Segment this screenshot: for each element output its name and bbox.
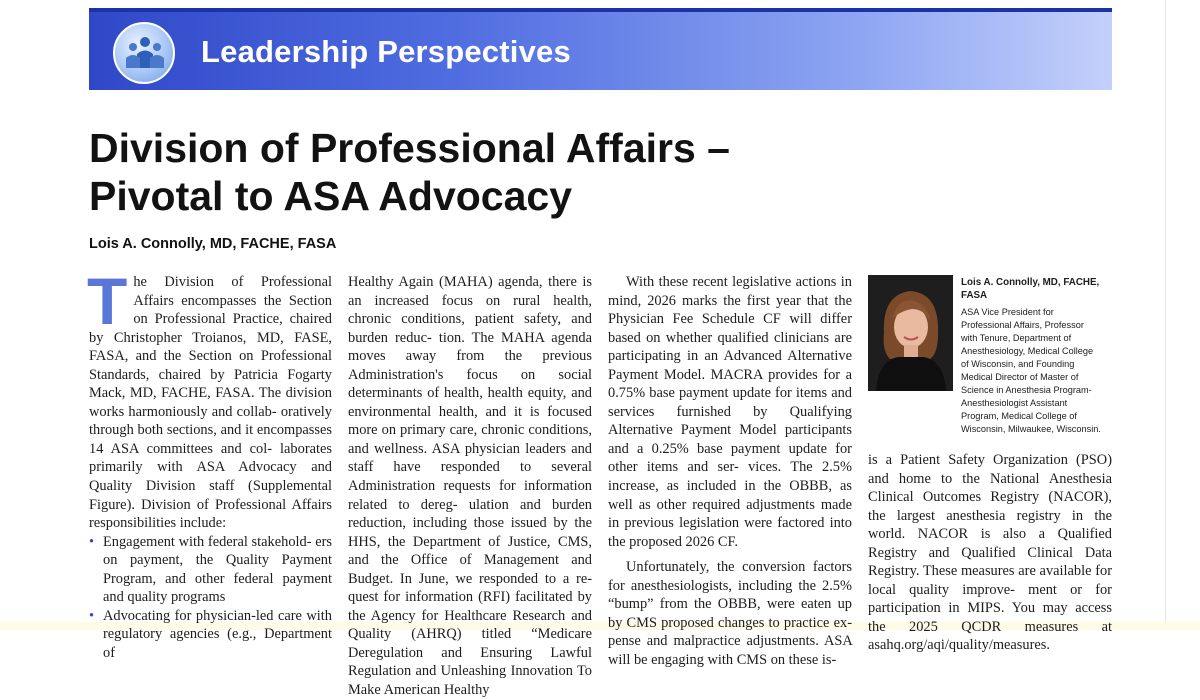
article-column-1 [87,264,332,662]
text-line: Clinical Data Registry. These measures [868,544,1112,580]
text-line: participating in an Advanced Alternative [608,348,852,365]
text-line: is a Patient Safety Organization (PSO) and [868,452,1112,487]
caption-line: ASA Vice President for [961,307,1054,317]
text-line: conditions, patient safety, and burden reduc- [348,311,592,346]
text-line: laborates primarily with ASA Advocacy [89,440,332,476]
text-line: OBBB, as well as other required adjustments [608,478,852,513]
caption-line: Anesthesiology, Medical College [961,346,1094,356]
caption-line: Science in Anesthesia Program- [961,385,1092,395]
text-line: 0.75% base payment update for items and [608,385,852,402]
text-line: Healthy Again (MAHA) agenda, there is [348,274,592,290]
author-photo [868,275,953,391]
list-item [89,607,332,663]
text-line: Affairs encompasses the Section [133,292,332,309]
text-line: oratively through both sections, and it [89,403,332,439]
text-line: and Quality Division staff (Supplemental [89,459,332,495]
text-line: Ensuring Lawful Regulation and Unleashing [348,644,592,680]
text-line: regulatory agencies (e.g., Department of [103,626,332,661]
text-line: Payment Model participants and a 0.25% [608,422,852,457]
article-headline [89,124,989,220]
bullet-icon: • [89,607,95,624]
text-line: based on whether qualified clinicians are [608,329,852,346]
article-column-3 [608,273,852,669]
text-line: vices. The 2.5% increase, as included in the [608,459,852,495]
text-line: will be engaging with CMS on these is- [608,651,837,668]
caption-line: of Wisconsin, and Founding [961,359,1075,369]
caption-line: with Tenure, Department of [961,333,1072,343]
responsibilities-list [89,533,332,663]
author-caption [961,276,1121,436]
text-line: in mind, 2026 marks the first year that [608,274,852,309]
text-line: Outcomes Registry (NACOR), the largest [868,489,1112,524]
text-line: home to the National Anesthesia Clinical [868,470,1112,506]
text-line: those issued by the HHS, the Department of [348,515,592,550]
section-banner [89,8,1112,90]
text-line: ers on payment, the Quality Payment [103,533,332,569]
text-line: on primary care, chronic conditions, and [348,422,592,457]
text-line: on Professional Practice, chaired [133,311,332,328]
body-paragraph [348,273,592,700]
text-line: (AHRQ) titled “Medicare Deregulation and [348,626,592,661]
article-column-2 [348,273,592,700]
text-line: tion. The MAHA agenda moves away from [348,329,592,365]
text-line: may access the 2025 QCDR measures at [868,600,1112,635]
text-line: Engagement with federal stakehold- [103,533,312,550]
text-line: pense and malpractice adjustments. ASA [608,633,852,650]
text-line: the previous Administration's focus on social [348,348,592,383]
text-line: Figure). Division of Professional Affairs [89,496,332,513]
text-line: “bump” from the OBBB, were eaten up [608,596,852,613]
banner-title: Leadership Perspectives [201,34,571,69]
text-line: wellness. ASA physician leaders and staff [348,440,592,476]
text-line: an increased focus on rural health, chronic [348,292,592,328]
article-byline: Lois A. Connolly, MD, FACHE, FASA [89,236,337,252]
text-line: Justice, CMS, and the Office of Management [348,533,592,569]
caption-line: Wisconsin, Milwaukee, Wisconsin. [961,424,1101,434]
page-margin-rule [1165,0,1166,630]
caption-line: Program, Medical College of [961,411,1077,421]
text-line: are available for local quality improve- [868,563,1112,598]
text-line: is also a Qualified Registry and Qualified [868,526,1112,561]
body-paragraph [608,273,852,551]
text-line: asahq.org/aqi/quality/measures. [868,637,1050,654]
text-line: Professional Standards, chaired by Patricia [89,348,332,383]
text-line: ulation and burden reduction, including [348,496,592,532]
text-line: encompasses 14 ASA committees and col- [89,422,332,457]
text-line: Fogarty Mack, MD, FACHE, FASA. The [89,366,332,402]
body-paragraph [868,451,1112,655]
text-line: Unfortunately, the conversion factors [626,559,852,576]
text-line: quest for information (RFI) facilitated by the [348,589,592,624]
caption-name: Lois A. Connolly, MD, FACHE, FASA [961,277,1100,301]
text-line: Innovation To Make American Healthy [348,663,592,699]
text-line: the Physician Fee Schedule CF will differ [608,292,852,328]
text-line: into the proposed 2026 CF. [608,515,852,550]
text-line: made in previous legislation were factored [608,496,852,532]
headline-line: Division of Professional Affairs – [89,125,730,171]
intro-paragraph [87,264,332,533]
list-item [89,533,332,607]
text-line: he Division of Professional [133,274,332,290]
text-line: ment or for participation in MIPS. You [868,581,1112,617]
text-line: by CMS proposed changes to practice ex- [608,614,852,631]
text-line: anesthesia registry in the world. NACOR [868,507,1112,543]
people-group-icon [113,22,175,84]
text-line: Program, and other federal payment and [103,570,332,606]
text-line: quality programs [127,589,226,606]
caption-line: Professional Affairs, Professor [961,320,1084,330]
article-column-4 [868,451,1112,655]
text-line: Advocating for physician-led care with [103,607,332,624]
text-line: environmental health, and it is focused more [348,403,592,439]
text-line: have responded to several Administration [348,459,592,495]
text-line: requests for information related to dereg- [348,478,592,513]
text-line: and Budget. In June, we responded to a re- [348,552,592,587]
text-line: MD, FASE, FASA, and the Section on [89,329,332,365]
text-line: With these recent legislative actions [626,274,837,290]
text-line: by Christopher Troianos, [89,329,247,346]
text-line: for anesthesiologists, including the 2.5% [608,577,852,594]
text-line: Agency for Healthcare Research and Quality [348,607,592,643]
caption-line: Anesthesiologist Assistant [961,398,1068,408]
headline-line: Pivotal to ASA Advocacy [89,173,573,219]
drop-cap: T [87,264,128,338]
text-line: division works harmoniously and collab- [89,385,332,420]
body-paragraph [608,558,852,669]
text-line: determinants of health, health equity, and [348,385,592,402]
text-line: Payment Model. MACRA provides for a [608,366,852,383]
text-line: services furnished by Qualifying Alternative [608,403,852,439]
text-line: responsibilities include: [89,515,227,532]
text-line: base payment update for other items and ser- [608,440,852,476]
caption-line: Medical Director of Master of [961,372,1079,382]
bullet-icon: • [89,533,95,550]
